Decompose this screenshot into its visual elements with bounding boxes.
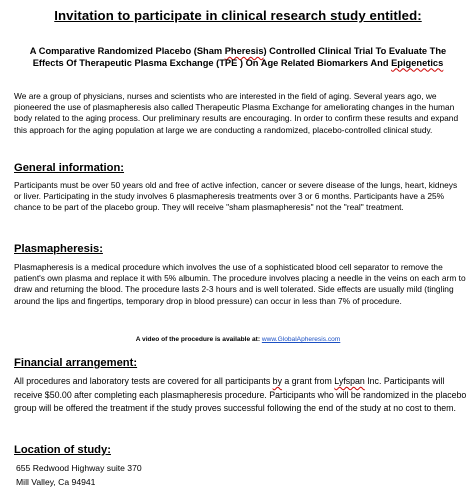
page-title: Invitation to participate in clinical research study entitled: <box>54 8 422 23</box>
intro-paragraph: We are a group of physicians, nurses and scientists who are interested in the field of aging. Several years ago, we pioneered the use of plasmapheresis also called Therapeutic Plasma Exchange for ameliorating changes in the human body related to the aging process. Our preliminary results are encouraging. In order to confirm these results and expand this approach for the aging population at large we are conducting a randomized, placebo-controlled clinical study. <box>14 91 459 135</box>
video-link[interactable]: www.GlobalApheresis.com <box>261 336 341 343</box>
video-note <box>0 336 476 343</box>
study-title <box>14 46 462 69</box>
location-address-line-1: 655 Redwood Highway suite 370 <box>16 463 142 473</box>
study-title-part-2: ) Controlled Clinical Trial To Evaluate The Effects Of Therapeutic Plasma Exchange (TPE ) On Age Related Biomarkers And <box>32 46 447 68</box>
financial-text-2: a grant from <box>281 376 335 386</box>
plasmapheresis-heading: Plasmapheresis: <box>14 243 103 255</box>
video-note-text: A video of the procedure is available at: <box>135 336 262 343</box>
general-information-paragraph: Participants must be over 50 years old and free of active infection, cancer or severe disease of the lungs, heart, kidneys or liver. Participating in the study involves 6 plasmapheresis treatments over 3 or 6 months. Participants have a 25% chance to be part of the placebo group. They will receive "sham plasmapheresis" not the "real" treatment. <box>14 180 458 213</box>
financial-arrangement-heading: Financial arrangement: <box>14 357 138 369</box>
location-heading: Location of study: <box>14 444 111 456</box>
general-information-heading: General information: <box>14 162 125 174</box>
financial-text-1: All procedures and laboratory tests are covered for all participants <box>14 376 273 386</box>
study-title-part-1: A Comparative Randomized Placebo (Sham <box>29 46 225 56</box>
financial-spellcheck-word: by <box>272 376 282 386</box>
financial-arrangement-paragraph <box>14 375 468 416</box>
financial-text-3: Inc. Participants will receive $50.00 after completing each plasmapheresis procedure. Participants who will be randomized in the placebo group will be offered the treatment if the study proves successful following the end of the study at no cost to them. <box>14 376 467 414</box>
plasmapheresis-paragraph: Plasmapheresis is a medical procedure which involves the use of a sophisticated blood cell separator to remove the patient's own plasma and replace it with 5% albumin. The procedure involves placing a needle in the veins on each arm to draw and returning the blood. The procedure lasts 2-3 hours and is well tolerated. Side effects are usually mild (tingling around the lips and fingertips, temporary drop in blood pressure) can occur in less than 7% of procedure. <box>14 262 466 306</box>
study-title-spellcheck-word-2: Epigenetics <box>391 57 444 68</box>
study-title-spellcheck-word: Pheresis <box>224 46 264 56</box>
location-address-line-2: Mill Valley, Ca 94941 <box>16 477 96 487</box>
sponsor-name: Lyfspan <box>334 376 365 386</box>
